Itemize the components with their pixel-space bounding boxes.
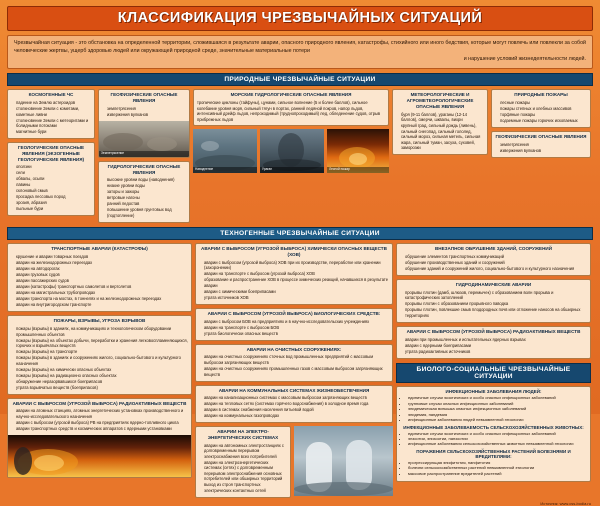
- card-geological: [7, 142, 95, 216]
- list-item: • сели: [16, 170, 91, 176]
- technogenic-column-2: [195, 243, 393, 498]
- list-item: • аварии с ядерными боеприпасами: [405, 343, 587, 349]
- list-item: • аварии на очистных сооружениях промышленных газов с массовым выбросом загрязняющих веществ: [204, 366, 389, 377]
- photo-firefighting: [8, 435, 191, 477]
- list-item: • утрата источников ХОВ: [204, 295, 389, 301]
- list-item: • аварии на электроэнергетических системах (сетях) с долговременным перерывом электроснабжения основных потребителей или обширных территорий: [204, 460, 287, 482]
- technogenic-column-1: [7, 243, 192, 498]
- card-hydro: [98, 161, 190, 223]
- card-bio-animals-title: ИНФЕКЦИОННЫЕ ЗАБОЛЕВАЕМОСТЬ СЕЛЬСКОХОЗЯЙСТВЕННЫХ ЖИВОТНЫХ:: [403, 424, 584, 430]
- card-transport: [7, 243, 192, 312]
- card-fires-explosions-list: [8, 326, 191, 394]
- card-hydrodynamic-list: [397, 290, 590, 322]
- card-cosmic: [7, 89, 95, 139]
- section-header-natural: ПРИРОДНЫЕ ЧРЕЗВЫЧАЙНЫЕ СИТУАЦИИ: [7, 73, 593, 87]
- list-item: • обнаружение неразорвавшихся боеприпасов: [16, 379, 188, 385]
- photo-caption: Лесной пожар: [327, 167, 389, 173]
- photo-storm: [260, 129, 324, 173]
- card-fires-explosions: [7, 315, 192, 394]
- list-item: • пожары степных и хлебных массивов: [500, 106, 587, 112]
- list-item: • аварии на железнодорожных переездах: [16, 260, 188, 266]
- intro-paragraph: [7, 35, 593, 69]
- natural-column-1: [7, 89, 95, 223]
- list-item: • эрозия, абразия: [16, 200, 91, 206]
- footer-source: Источник: www.css-bodia.ru: [540, 500, 591, 506]
- photo-caption: Землетрясение: [99, 151, 189, 157]
- list-item: • низкие уровни воды: [107, 183, 186, 189]
- card-fires-explosions-title: ПОЖАРЫ, ВЗРЫВЫ, УГРОЗА ВЗРЫВОВ: [53, 318, 146, 324]
- card-hydrodynamic: [396, 279, 591, 323]
- card-bio-accidents-list: [196, 319, 392, 340]
- card-meteo-title: МЕТЕОРОЛОГИЧЕСКИЕ И АГРОМЕТЕОРОЛОГИЧЕСКИЕ ОПАСНЫЕ ЯВЛЕНИЯ: [406, 92, 474, 109]
- list-item: • инфекционные заболевания людей невыявленной этиологии: [408, 417, 587, 422]
- natural-column-4: [392, 89, 488, 223]
- card-natural-fires-title: ПРИРОДНЫЕ ПОЖАРЫ: [514, 92, 568, 98]
- list-item: • обрушение элементов транспортных коммуникаций: [405, 254, 587, 260]
- list-item: • столкновение Земли с метеоритами и болидными потоками: [16, 118, 91, 129]
- card-radiation-list: [8, 408, 191, 435]
- card-transport-title: ТРАНСПОРТНЫЕ АВАРИИ (КАТАСТРОФЫ): [51, 246, 148, 252]
- list-item: • обвалы, осыпи: [16, 176, 91, 182]
- list-item: • групповые случаи опасных инфекционных заболеваний: [408, 401, 587, 406]
- list-item: • повышение уровня грунтовых вод (подтопление): [107, 207, 186, 218]
- list-item: • эпидемия, пандемия: [408, 412, 587, 417]
- list-item: • энзоотии, эпизоотии, панзоотии: [408, 436, 587, 441]
- card-geophysical: [98, 89, 190, 158]
- list-item: • высокие уровни воды (наводнения): [107, 177, 186, 183]
- card-utilities-list: [196, 395, 392, 422]
- card-geophysical-photo-title: ГЕОФИЗИЧЕСКИЕ ОПАСНЫЕ ЯВЛЕНИЯ: [495, 134, 587, 140]
- list-item: • аварии на автономных электростанциях с долговременным перерывом электроснабжения всех потребителей: [204, 443, 287, 460]
- list-item: • прогрессирующая эпифитотия, панфитотия: [408, 460, 587, 465]
- list-item: • образование и распространение ХОВ в процессе химических реакций, начавшихся в результате аварии: [204, 277, 389, 288]
- card-bio-human-list: [400, 395, 587, 424]
- list-item: • аварии на транспорте с выбросом БОВ: [204, 325, 389, 331]
- list-item: • аварии на очистных сооружениях сточных вод промышленных предприятий с массовым выбросом загрязняющих веществ: [204, 354, 389, 365]
- page-title-text: КЛАССИФИКАЦИЯ ЧРЕЗВЫЧАЙНЫХ СИТУАЦИЙ: [117, 10, 483, 26]
- card-collapse-title: ВНЕЗАПНОЕ ОБРУШЕНИЕ ЗДАНИЙ, СООРУЖЕНИЙ: [434, 246, 553, 252]
- card-radiation-2-list: [397, 337, 590, 358]
- photo-earthquake: [99, 121, 189, 157]
- card-meteo: [392, 89, 488, 155]
- natural-column-2: [98, 89, 190, 223]
- list-item: • землетрясения: [107, 106, 186, 112]
- card-ahov-list: [196, 260, 392, 304]
- list-item: • крушение и аварии товарных поездов: [16, 254, 188, 260]
- list-item: • оползни: [16, 164, 91, 170]
- list-item: • аварии (катастрофы) транспортных самолетов и вертолетов: [16, 284, 188, 290]
- technogenic-section: [7, 243, 593, 498]
- list-item: • обрушение производственных зданий и сооружений: [405, 260, 587, 266]
- list-item: • аварии грузовых судов: [16, 272, 188, 278]
- card-bio-plants-list: [400, 460, 587, 478]
- list-item: • извержения вулканов: [107, 112, 186, 118]
- list-item: • магнитные бури: [16, 129, 91, 135]
- card-energy-list: [196, 443, 290, 497]
- card-collapse-list: [397, 254, 590, 275]
- card-bio-accidents: [195, 308, 393, 341]
- list-item: • лесные пожары: [500, 100, 587, 106]
- photo-caption: Наводнение: [193, 167, 257, 173]
- list-item: • пожары (взрывы) на химически опасных объектах: [16, 367, 188, 373]
- list-item: • аварии на магистральных трубопроводах: [16, 290, 188, 296]
- list-item: • торфяные пожары: [500, 112, 587, 118]
- card-utilities: [195, 385, 393, 424]
- card-wastewater-list: [196, 354, 392, 380]
- list-item: • ранний ледостав: [107, 201, 186, 207]
- card-hydrodynamic-title: ГИДРОДИНАМИЧЕСКИЕ АВАРИИ: [455, 282, 532, 288]
- list-item: • землетрясения: [500, 142, 587, 148]
- list-item: • аварии пассажирских судов: [16, 278, 188, 284]
- list-item: • аварии на тепловых сетях (системах горячего водоснабжения) в холодное время года: [204, 401, 389, 407]
- list-item: • аварии в системах снабжения населения питьевой водой: [204, 407, 389, 413]
- card-radiation-title: АВАРИИ С ВЫБРОСОМ (УГРОЗОЙ ВЫБРОСА) РАДИОАКТИВНЫХ ВЕЩЕСТВ: [12, 400, 187, 406]
- list-item: • аварии с выбросом БОВ на предприятиях и в научно-исследовательских учреждениях: [204, 319, 389, 325]
- list-item: • пожары (взрывы) на радиационно опасных объектах: [16, 373, 188, 379]
- list-item: • обрушение зданий и сооружений жилого, социально-бытового и культурного назначения: [405, 266, 587, 272]
- photo-hazmat-suits: [294, 426, 393, 496]
- card-transport-list: [8, 254, 191, 311]
- intro-text: Чрезвычайная ситуация - это обстановка на определенной территории, сложившаяся в результате аварии, опасного природного явления, катастрофы, стихийного или иного бедствия, которые могут повлечь или повлекли за собой человеческие жертвы, ущерб здоровью людей или окружающей природной среде, значительные материальные потери: [14, 40, 586, 54]
- card-energy: [195, 426, 291, 498]
- card-marine: [193, 89, 389, 126]
- list-item: • пожары (взрывы) в зданиях и сооружениях жилого, социально-бытового и культурного назначения: [16, 355, 188, 366]
- card-collapse: [396, 243, 591, 276]
- intro-last-line: и нарушение условий жизнедеятельности людей.: [463, 55, 586, 62]
- card-bio-human-title: ИНФЕКЦИОННЫЕ ЗАБОЛЕВАНИЯ ЛЮДЕЙ:: [445, 389, 542, 395]
- card-geophysical-photo-list: [492, 142, 590, 157]
- card-meteo-list: [393, 112, 487, 155]
- list-item: • аварии транспортных средств и космических аппаратов с ядерными установками: [16, 426, 188, 432]
- list-item: • лавины: [16, 182, 91, 188]
- list-item: • просадка лессовых пород: [16, 194, 91, 200]
- natural-section: [7, 89, 593, 223]
- card-natural-fires: [491, 89, 591, 128]
- list-item: • аварии на автодорогах: [16, 266, 188, 272]
- list-item: • ветровые нагоны: [107, 195, 186, 201]
- card-geophysical-list: [99, 106, 189, 121]
- list-item: • аварии при промышленных и испытательных ядерных взрывах: [405, 337, 587, 343]
- card-bio-animals-list: [400, 431, 587, 449]
- list-item: • аварии на атомных станциях, атомных энергетических установках производственного и научно-исследовательского назначения: [16, 408, 188, 419]
- list-item: • единичные случаи экзотических и особо опасных инфекционных заболеваний: [408, 395, 587, 400]
- card-radiation-2-title: АВАРИИ С ВЫБРОСОМ (УГРОЗОЙ ВЫБРОСА) РАДИОАКТИВНЫХ ВЕЩЕСТВ: [406, 328, 581, 334]
- list-item: • аварии транспорта на мостах, в тоннелях и на железнодорожных переездах: [16, 296, 188, 302]
- list-item: • аварии на внутригородском транспорте: [16, 302, 188, 308]
- section-header-technogenic: ТЕХНОГЕННЫЕ ЧРЕЗВЫЧАЙНЫЕ СИТУАЦИИ: [7, 227, 593, 241]
- list-item: • массовое распространение вредителей растений: [408, 471, 587, 476]
- card-bio-human: [396, 386, 591, 482]
- card-wastewater: [195, 344, 393, 382]
- list-item: • пыльные бури: [16, 206, 91, 212]
- list-item: • извержения вулканов: [500, 148, 587, 154]
- card-ahov-title: АВАРИИ С ВЫБРОСОМ (УГРОЗОЙ ВЫБРОСА) ХИМИЧЕСКИ ОПАСНЫХ ВЕЩЕСТВ (ХОВ): [201, 246, 387, 258]
- card-geological-title: ГЕОЛОГИЧЕСКИЕ ОПАСНЫЕ ЯВЛЕНИЯ (ЭКЗОГЕННЫЕ ГЕОЛОГИЧЕСКИЕ ЯВЛЕНИЯ): [17, 145, 85, 162]
- list-item: • заторы и зажоры: [107, 189, 186, 195]
- card-radiation: [7, 398, 192, 478]
- list-item: • буря (9-11 баллов), ураганы (12-14 баллов), смерчи, шквалы, вихри: [401, 112, 484, 123]
- list-item: • прорывы плотин с образованием прорывного паводка: [405, 301, 587, 307]
- card-marine-title: МОРСКИЕ ГИДРОЛОГИЧЕСКИЕ ОПАСНЫЕ ЯВЛЕНИЯ: [230, 92, 352, 98]
- card-energy-title: АВАРИИ НА ЭЛЕКТРО-ЭНЕРГЕТИЧЕСКИХ СИСТЕМАХ: [207, 429, 279, 441]
- card-hydro-list: [99, 177, 189, 222]
- card-natural-fires-list: [492, 100, 590, 127]
- card-utilities-title: АВАРИИ НА КОММУНАЛЬНЫХ СИСТЕМАХ ЖИЗНЕОБЕСПЕЧЕНИЯ: [218, 387, 370, 393]
- technogenic-column-3: [396, 243, 591, 498]
- list-item: • пожары (взрывы) в зданиях, на коммуникациях и технологическом оборудовании промышленных объектов: [16, 326, 188, 337]
- list-item: • прорывы плотин (дамб, шлюзов, перемычек) с образованием волн прорыва и катастрофических затоплений: [405, 290, 587, 301]
- list-item: • аварии с выбросом (угрозой выброса) РВ на предприятиях ядерно-топливного цикла: [16, 420, 188, 426]
- photo-wildfire: [327, 129, 389, 173]
- list-item: • единичные случаи экзотических и особо опасных инфекционных заболеваний: [408, 431, 587, 436]
- list-item: • прорывы плотин, повлекшие смыв плодородных почв или отложение наносов на обширных территориях: [405, 307, 587, 318]
- list-item: • аварии на канализационных системах с массовым выбросом загрязняющих веществ: [204, 395, 389, 401]
- list-item: • аварии с выбросом (угрозой выброса) ХОВ при их производстве, переработке или хранении (захоронении): [204, 260, 389, 271]
- card-geophysical-title: ГЕОФИЗИЧЕСКИЕ ОПАСНЫЕ ЯВЛЕНИЯ: [110, 92, 178, 104]
- list-item: • аварии на транспорте с выбросом (угрозой выброса) ХОВ: [204, 271, 389, 277]
- list-item: • крупный град, сильный дождь (ливень), сильный снегопад, сильный гололед, сильный мороз, сильная метель, сильная жара, сильный туман, засуха, суховей, заморозки: [401, 123, 484, 151]
- card-bio-accidents-title: АВАРИИ С ВЫБРОСОМ (УГРОЗОЙ ВЫБРОСА) БИОЛОГИЧЕСКИХ СРЕДСТВ:: [207, 310, 381, 316]
- card-wastewater-title: АВАРИИ НА ОЧИСТНЫХ СООРУЖЕНИЯХ:: [246, 346, 342, 352]
- natural-column-5: [491, 89, 591, 223]
- card-ahov: [195, 243, 393, 305]
- list-item: • утрата радиоактивных источников: [405, 349, 587, 355]
- photo-flood: [193, 129, 257, 173]
- photo-caption: Ураган: [260, 167, 324, 173]
- card-radiation-2: [396, 326, 591, 359]
- list-item: • склоновый смыв: [16, 188, 91, 194]
- list-item: • подземные пожары горючих ископаемых: [500, 118, 587, 124]
- card-marine-text: тропические циклоны (тайфуны), цунами, сильное волнение (5 и более баллов), сильное колебание уровня моря, сильный тягун в портах, ранний ледяной покров, напор льдов, интенсивный дрейф льдов, непроходимый (труднопроходимый) лед, обледенение судов, отрыв прибрежных льдов: [197, 100, 381, 122]
- natural-column-3: [193, 89, 389, 223]
- card-cosmic-list: [8, 100, 94, 138]
- section-header-biosocial: БИОЛОГО-СОЦИАЛЬНЫЕ ЧРЕЗВЫЧАЙНЫЕ СИТУАЦИИ: [396, 363, 591, 384]
- card-hydro-title: ГИДРОЛОГИЧЕСКИЕ ОПАСНЫЕ ЯВЛЕНИЯ: [107, 163, 181, 175]
- card-geological-list: [8, 164, 94, 215]
- page-title: [7, 6, 593, 31]
- list-item: • аварии с химическими боеприпасами: [204, 289, 389, 295]
- list-item: • утрата взрывчатых веществ (боеприпасов): [16, 385, 188, 391]
- list-item: • аварии на коммунальных газопроводах: [204, 413, 389, 419]
- list-item: • пожары (взрывы) на объектах добычи, переработки и хранения легковоспламеняющихся, горючих и взрывчатых веществ: [16, 338, 188, 349]
- list-item: • падение на Землю астероидов: [16, 100, 91, 106]
- list-item: • болезни сельскохозяйственных растений невыявленной этиологии: [408, 465, 587, 470]
- list-item: • эпидемическая вспышка опасных инфекционных заболеваний: [408, 406, 587, 411]
- list-item: • утрата биологически опасных веществ: [204, 331, 389, 337]
- card-geophysical-photo: [491, 131, 591, 158]
- list-item: • столкновение Земли с кометами, кометные ливни: [16, 106, 91, 117]
- card-cosmic-title: КОСМОГЕННЫЕ ЧС: [28, 92, 74, 98]
- list-item: • выход из строя транспортных электрических контактных сетей: [204, 482, 287, 493]
- list-item: • инфекционные заболевания сельскохозяйственных животных невыявленной этиологии: [408, 441, 587, 446]
- card-bio-plants-title: ПОРАЖЕНИЯ СЕЛЬСКОХОЗЯЙСТВЕННЫХ РАСТЕНИЙ БОЛЕЗНЯМИ И ВРЕДИТЕЛЯМИ:: [416, 448, 571, 459]
- list-item: • пожары (взрывы) на транспорте: [16, 349, 188, 355]
